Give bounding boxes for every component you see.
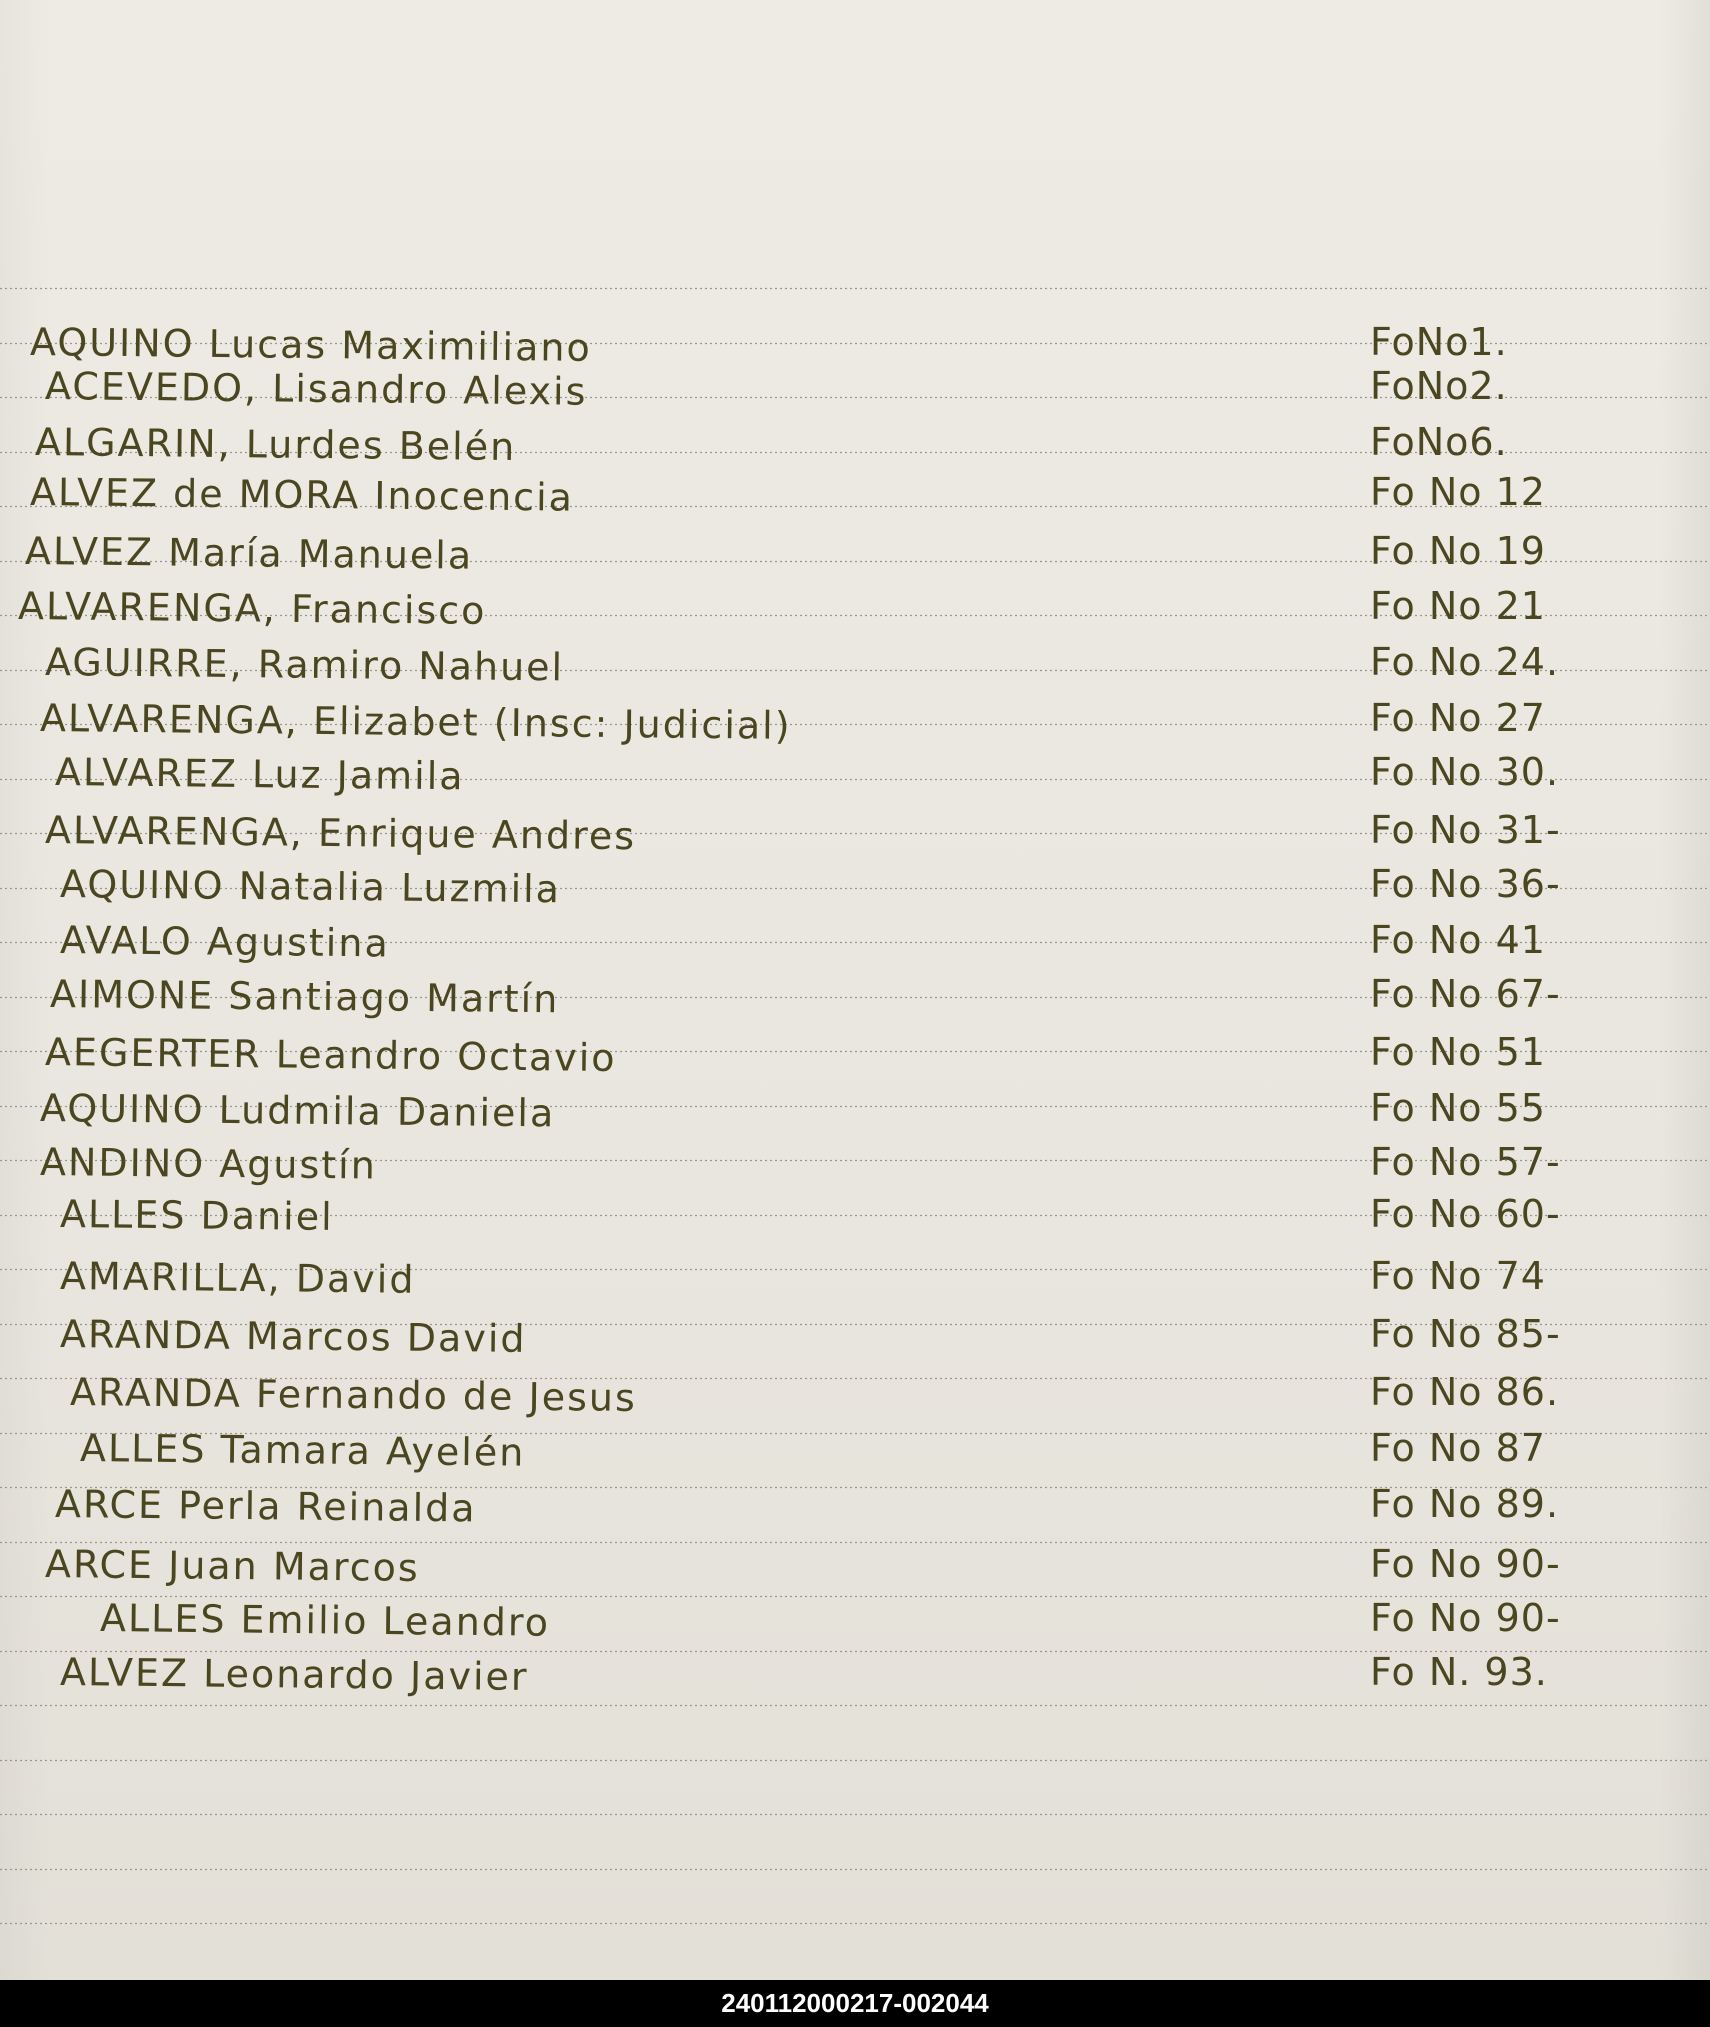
- list-item: [0, 418, 1710, 470]
- document-id-label: 240112000217-002044: [721, 1988, 989, 2018]
- entry-folio: Fo No 12: [1370, 470, 1546, 514]
- entry-name: ALGARIN, Lurdes Belén: [34, 420, 517, 470]
- entry-name: AVALO Agustina: [59, 918, 390, 966]
- entry-folio: Fo No 27: [1370, 696, 1546, 740]
- list-item: [0, 638, 1710, 690]
- entry-name: ANDINO Agustín: [39, 1140, 378, 1188]
- entry-folio: FoNo1.: [1370, 320, 1508, 364]
- entry-name: ARANDA Fernando de Jesus: [69, 1370, 638, 1420]
- list-item: [0, 1594, 1710, 1646]
- entry-name: ACEVEDO, Lisandro Alexis: [44, 364, 588, 414]
- entry-folio: Fo No 67-: [1370, 972, 1561, 1016]
- entry-name: ALVEZ de MORA Inocencia: [29, 470, 575, 520]
- entry-folio: Fo No 21: [1370, 584, 1546, 628]
- entry-folio: Fo No 74: [1370, 1254, 1546, 1298]
- list-item: [0, 916, 1710, 968]
- entry-name: AQUINO Natalia Luzmila: [59, 862, 562, 912]
- list-item: [0, 970, 1710, 1022]
- entry-name: ALVAREZ Luz Jamila: [54, 750, 465, 799]
- entry-name: ALLES Daniel: [59, 1192, 334, 1239]
- entry-folio: Fo No 86.: [1370, 1370, 1560, 1414]
- entry-name: ARANDA Marcos David: [59, 1312, 527, 1361]
- entry-folio: Fo No 89.: [1370, 1482, 1560, 1526]
- entry-folio: Fo No 19: [1370, 529, 1546, 573]
- entry-folio: Fo No 24.: [1370, 640, 1560, 684]
- list-item: [0, 1084, 1710, 1136]
- list-item: [0, 1138, 1710, 1190]
- entry-name: AEGERTER Leandro Octavio: [44, 1030, 617, 1080]
- list-item: [0, 362, 1710, 414]
- footer-bar: [0, 1980, 1710, 2027]
- entry-folio: Fo No 57-: [1370, 1140, 1561, 1184]
- entry-folio: Fo No 55: [1370, 1086, 1546, 1130]
- entry-folio: Fo No 60-: [1370, 1192, 1561, 1236]
- entry-folio: Fo No 87: [1370, 1426, 1546, 1470]
- entry-name: ALVARENGA, Francisco: [17, 584, 487, 633]
- entry-name: AIMONE Santiago Martín: [49, 972, 560, 1022]
- entry-name: AQUINO Ludmila Daniela: [39, 1086, 556, 1136]
- entry-name: ALVEZ Leonardo Javier: [59, 1650, 529, 1699]
- list-item: [0, 806, 1710, 858]
- list-item: [0, 1648, 1710, 1700]
- entry-folio: FoNo6.: [1370, 420, 1508, 464]
- list-item: [0, 748, 1710, 800]
- entry-name: ALVEZ María Manuela: [24, 529, 474, 578]
- entry-folio: FoNo2.: [1370, 364, 1508, 408]
- entry-name: ARCE Juan Marcos: [44, 1542, 420, 1590]
- entry-name: ALLES Emilio Leandro: [99, 1596, 551, 1645]
- list-item: [0, 1424, 1710, 1476]
- entry-folio: Fo No 36-: [1370, 862, 1561, 906]
- entry-folio: Fo No 90-: [1370, 1596, 1561, 1640]
- list-item: [0, 694, 1710, 746]
- list-item: [0, 1368, 1710, 1420]
- entry-name: ALVARENGA, Enrique Andres: [44, 808, 637, 859]
- entry-folio: Fo N. 93.: [1370, 1650, 1548, 1694]
- entry-folio: Fo No 85-: [1370, 1312, 1561, 1356]
- entry-name: AGUIRRE, Ramiro Nahuel: [44, 640, 565, 690]
- list-item: [0, 1310, 1710, 1362]
- list-item: [0, 1540, 1710, 1592]
- entry-folio: Fo No 41: [1370, 918, 1546, 962]
- entry-folio: Fo No 30.: [1370, 750, 1560, 794]
- entry-folio: Fo No 51: [1370, 1030, 1546, 1074]
- list-item: [0, 1190, 1710, 1242]
- list-item: [0, 527, 1710, 579]
- entry-name: ALLES Tamara Ayelén: [79, 1426, 526, 1475]
- list-item: [0, 1028, 1710, 1080]
- list-item: [0, 582, 1710, 634]
- list-item: [0, 1252, 1710, 1304]
- list-item: [0, 468, 1710, 520]
- entry-name: ALVARENGA, Elizabet (Insc: Judicial): [39, 696, 792, 748]
- entry-name: AQUINO Lucas Maximiliano: [29, 320, 592, 370]
- entry-name: AMARILLA, David: [59, 1254, 416, 1302]
- list-item: [0, 1480, 1710, 1532]
- entry-folio: Fo No 31-: [1370, 808, 1561, 852]
- entry-folio: Fo No 90-: [1370, 1542, 1561, 1586]
- entry-name: ARCE Perla Reinalda: [54, 1482, 477, 1531]
- list-item: [0, 860, 1710, 912]
